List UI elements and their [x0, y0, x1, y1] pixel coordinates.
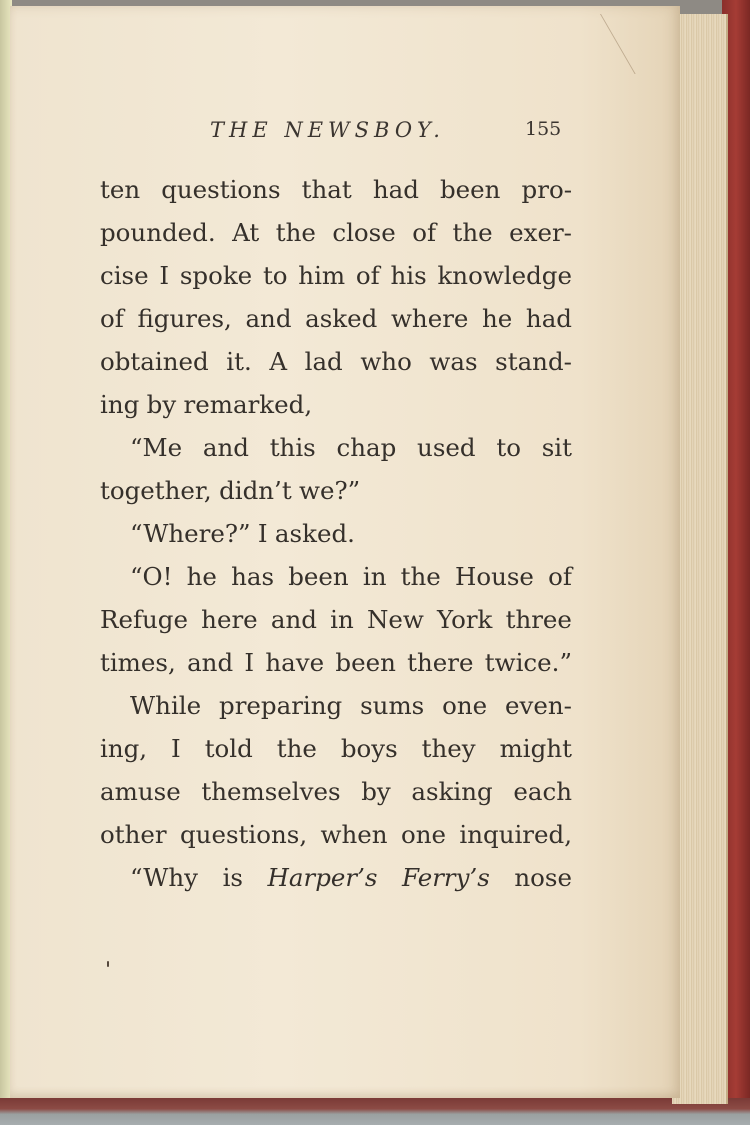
text-line [100, 856, 572, 899]
word: New [366, 605, 424, 634]
word: boys [340, 734, 398, 763]
text-line [100, 211, 572, 254]
text-line [100, 641, 572, 684]
word: by [361, 777, 391, 806]
word: in [362, 562, 387, 591]
word: and [202, 433, 249, 462]
word: ing, [100, 734, 148, 763]
word: While [130, 691, 202, 720]
word: questions, [180, 820, 308, 849]
word: stand- [495, 347, 572, 376]
word: his [390, 261, 427, 290]
word: of [548, 562, 572, 591]
word: knowledge [437, 261, 572, 290]
word: together, [100, 476, 212, 505]
word: he [186, 562, 217, 591]
word: themselves [201, 777, 341, 806]
word: told [204, 734, 253, 763]
word: the [275, 218, 316, 247]
word: ten [100, 175, 141, 204]
text-line [100, 426, 572, 469]
word: amuse [100, 777, 181, 806]
word: he [482, 304, 513, 333]
word: and [245, 304, 292, 333]
text-line [100, 297, 572, 340]
text-line [100, 383, 572, 426]
text-line [100, 813, 572, 856]
text-line [100, 512, 572, 555]
word: to [496, 433, 521, 462]
word: “Me [130, 433, 183, 462]
word: of [355, 261, 380, 290]
word: “Why [130, 863, 199, 892]
word: of [100, 304, 124, 333]
word: here [201, 605, 258, 634]
word: has [231, 562, 275, 591]
word: that [301, 175, 352, 204]
word: and [270, 605, 317, 634]
word: the [400, 562, 441, 591]
word: it. [226, 347, 252, 376]
text-line [100, 168, 572, 211]
word: figures, [137, 304, 232, 333]
word: spoke [179, 261, 253, 290]
word: him [298, 261, 346, 290]
word: one [400, 820, 446, 849]
word: in [330, 605, 354, 634]
word: I [171, 734, 181, 763]
text-line [100, 770, 572, 813]
word: sit [541, 433, 572, 462]
word: lad [304, 347, 343, 376]
word: who [360, 347, 412, 376]
word: A [269, 347, 288, 376]
page-stack-edges [672, 14, 728, 1104]
word: asked. [274, 519, 355, 548]
word: didn’t [219, 476, 292, 505]
word: been [288, 562, 349, 591]
word: questions [161, 175, 281, 204]
word: “O! [130, 562, 173, 591]
word: times, [100, 648, 176, 677]
word: where [390, 304, 469, 333]
book-page [10, 6, 680, 1098]
word: close [332, 218, 396, 247]
word: had [372, 175, 419, 204]
word: preparing [219, 691, 343, 720]
word: inquired, [459, 820, 572, 849]
word: Harper’s [267, 863, 378, 892]
word: used [417, 433, 476, 462]
word: have [265, 648, 325, 677]
ink-speck [107, 961, 109, 967]
word: sums [360, 691, 425, 720]
word: there [407, 648, 474, 677]
word: and [187, 648, 234, 677]
word: cise [100, 261, 149, 290]
word: pro- [521, 175, 572, 204]
word: was [429, 347, 478, 376]
word: “Where?” [130, 519, 251, 548]
word: chap [336, 433, 397, 462]
word: obtained [100, 347, 209, 376]
word: is [222, 863, 243, 892]
word: asking [411, 777, 493, 806]
word: we?” [299, 476, 361, 505]
word: I [257, 519, 268, 548]
word: remarked, [183, 390, 313, 419]
word: three [505, 605, 572, 634]
word: to [262, 261, 288, 290]
text-line [100, 727, 572, 770]
word: even- [505, 691, 572, 720]
word: Refuge [100, 605, 188, 634]
word: one [442, 691, 488, 720]
book-cover-bottom [0, 1098, 750, 1125]
word: might [499, 734, 572, 763]
word: the [276, 734, 317, 763]
word: had [525, 304, 572, 333]
text-line [100, 684, 572, 727]
word: pounded. [100, 218, 216, 247]
word: been [439, 175, 501, 204]
word: the [452, 218, 493, 247]
word: they [421, 734, 476, 763]
word: by [146, 390, 177, 419]
running-title: THE NEWSBOY. [210, 118, 445, 142]
word: I [244, 648, 255, 677]
word: I [159, 261, 170, 290]
word: Ferry’s [402, 863, 490, 892]
word: been [335, 648, 396, 677]
page-corner-crease [600, 14, 676, 74]
text-line [100, 598, 572, 641]
word: asked [305, 304, 378, 333]
page-number: 155 [525, 118, 562, 140]
word: House [454, 562, 534, 591]
word: nose [514, 863, 572, 892]
word: this [269, 433, 316, 462]
text-line [100, 254, 572, 297]
body-text [100, 168, 572, 899]
word: At [232, 218, 260, 247]
word: when [320, 820, 388, 849]
text-line [100, 469, 572, 512]
word: of [412, 218, 437, 247]
word: ing [100, 390, 140, 419]
text-line [100, 555, 572, 598]
word: exer- [509, 218, 572, 247]
page-header [10, 118, 680, 148]
word: twice.” [484, 648, 572, 677]
text-line [100, 340, 572, 383]
word: each [513, 777, 572, 806]
word: York [437, 605, 493, 634]
word: other [100, 820, 167, 849]
